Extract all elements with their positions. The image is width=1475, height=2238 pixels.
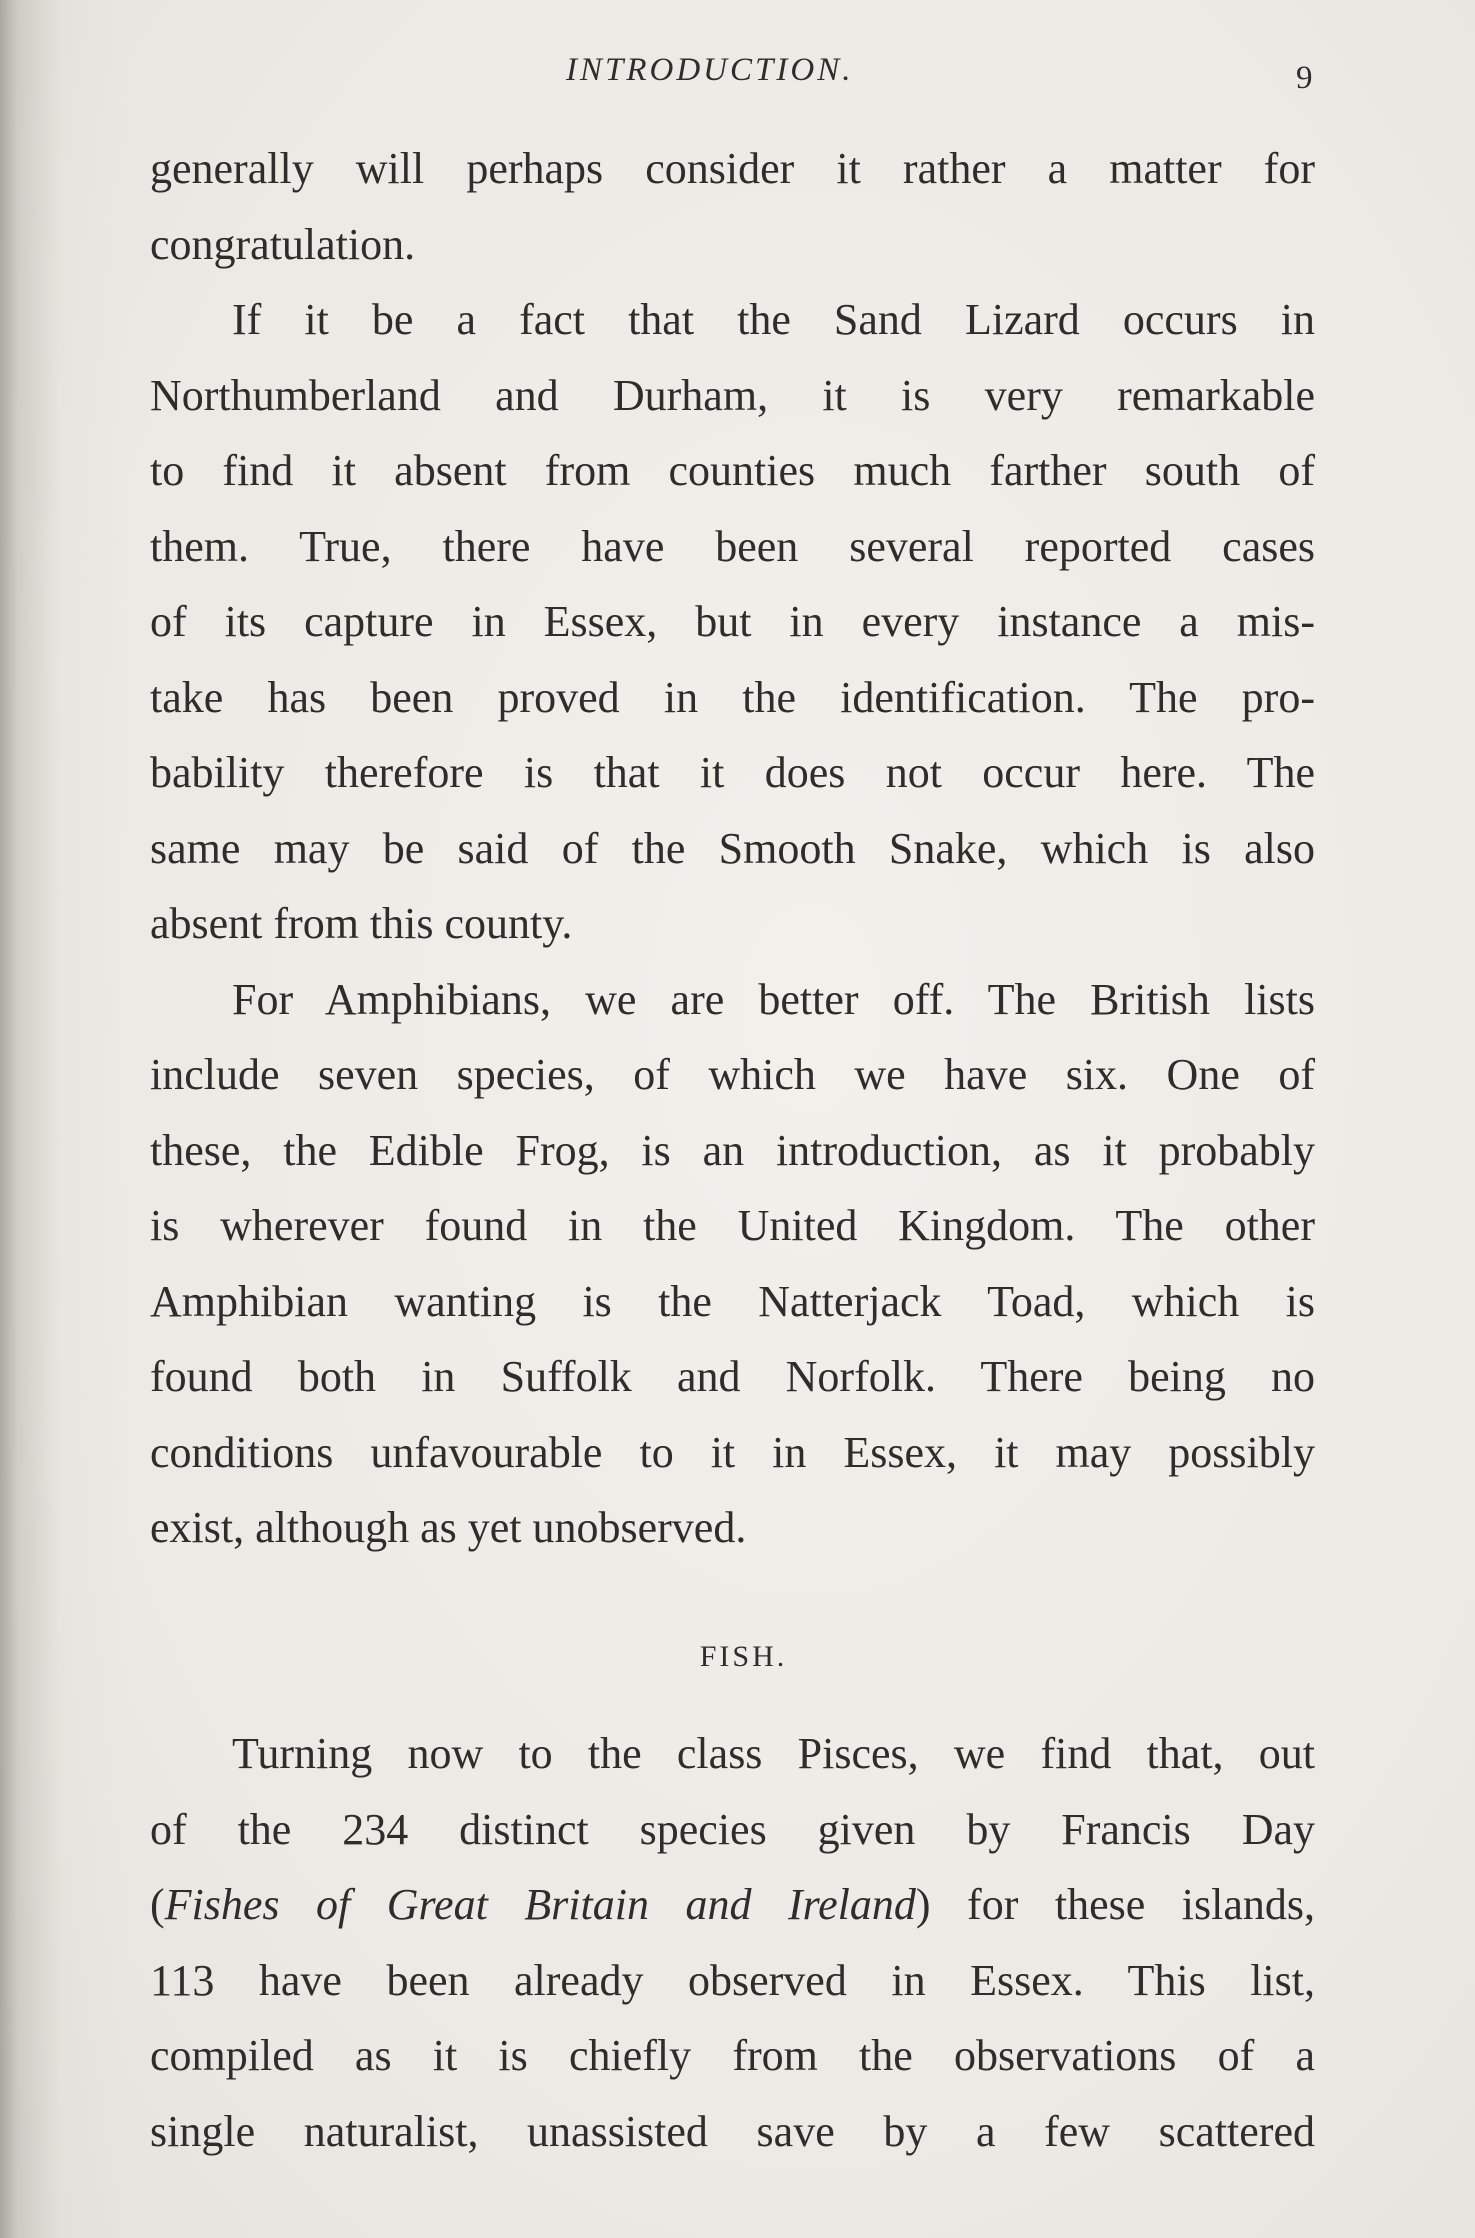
paren-open: ( <box>150 1880 165 1929</box>
text-line: conditions unfavourable to it in Essex, it may possibly <box>150 1427 1315 1477</box>
text-line: If it be a fact that the Sand Lizard occurs in <box>232 295 1315 344</box>
book-title: Fishes of Great Britain and Ireland <box>164 1880 916 1929</box>
running-head: INTRODUCTION. <box>566 52 854 88</box>
text-line: Northumberland and Durham, it is very remarkable <box>150 370 1315 420</box>
text-line: 113 have been already observed in Essex. This list, <box>150 1955 1315 2005</box>
text-line: bability therefore is that it does not occur here. The <box>150 748 1315 797</box>
text-line: to find it absent from counties much farther south of <box>150 446 1315 495</box>
section-heading: FISH. <box>699 1640 788 1673</box>
text-line: of its capture in Essex, but in every instance a mis- <box>150 597 1315 646</box>
text-line: generally will perhaps consider it rather a matter for <box>150 144 1315 193</box>
text-line: them. True, there have been several reported cases <box>150 521 1315 571</box>
text-line: congratulation. <box>150 219 416 269</box>
text-line: found both in Suffolk and Norfolk. There being no <box>150 1352 1315 1401</box>
text-fragment: ) for these islands, <box>915 1880 1315 1929</box>
text-line: Turning now to the class Pisces, we find that, out <box>232 1729 1315 1778</box>
text-line: of the 234 distinct species given by Francis Day <box>150 1804 1315 1854</box>
text-line: For Amphibians, we are better off. The British lists <box>232 974 1315 1024</box>
text-line: Amphibian wanting is the Natterjack Toad, which is <box>150 1276 1315 1326</box>
body-text-upper <box>150 131 1315 1566</box>
text-line: is wherever found in the United Kingdom. The other <box>150 1201 1315 1250</box>
text-line: absent from this county. <box>150 899 573 948</box>
text-line: same may be said of the Smooth Snake, which is also <box>150 823 1315 873</box>
text-line: single naturalist, unassisted save by a few scattered <box>150 2106 1315 2156</box>
page-number: 9 <box>1296 60 1313 96</box>
body-text-lower <box>150 1716 1315 2169</box>
text-line: take has been proved in the identification. The pro- <box>150 672 1315 722</box>
text-line: exist, although as yet unobserved. <box>150 1503 747 1552</box>
text-line: these, the Edible Frog, is an introduction, as it probably <box>150 1125 1315 1175</box>
text-line: include seven species, of which we have six. One of <box>150 1050 1315 1099</box>
text-line: compiled as it is chiefly from the observations of a <box>150 2031 1315 2080</box>
text-line-with-title <box>150 1867 1315 1943</box>
